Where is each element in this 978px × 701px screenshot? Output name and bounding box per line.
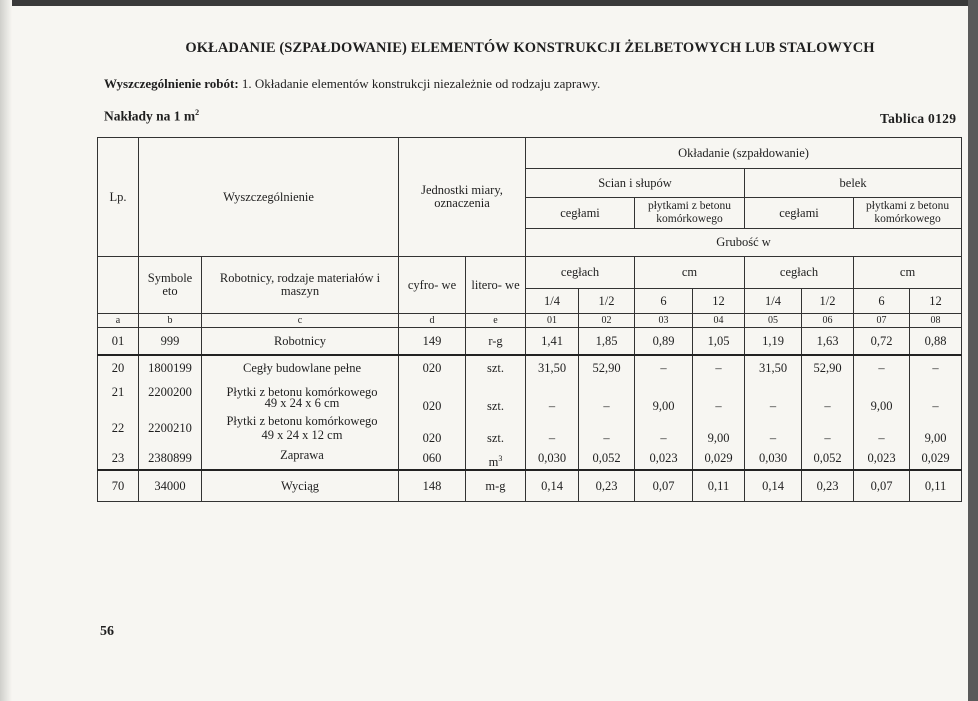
value-cell: –: [548, 399, 556, 413]
unit-exponent: 3: [498, 454, 503, 463]
row-name-dim: 49 x 24 x 12 cm: [261, 428, 343, 442]
header-robotnicy-rodzaje: Robotnicy, rodzaje materiałów i maszyn: [202, 257, 399, 314]
table-row: [98, 470, 962, 502]
header-ceglami-2: cegłami: [745, 198, 854, 229]
row-literowe: szt.: [486, 431, 504, 445]
materials-value-cell: [579, 355, 635, 470]
value-cell: 0,14: [526, 470, 579, 502]
row-literowe: szt.: [486, 399, 504, 413]
header-plytkami-2: płytkami z betonu komórkowego: [854, 198, 962, 229]
fraction-cell: 1/2: [802, 289, 854, 314]
materials-cyf-cell: [399, 355, 466, 470]
value-cell: 0,07: [635, 470, 693, 502]
value-cell: –: [715, 399, 722, 413]
value-cell: 0,052: [592, 451, 621, 465]
row-literowe: r-g: [466, 328, 526, 356]
row-lp: 70: [98, 470, 139, 502]
value-cell: –: [769, 399, 777, 413]
row-lp: 21: [111, 385, 125, 399]
row-lp: 23: [111, 451, 125, 465]
row-literowe: m-g: [466, 470, 526, 502]
col-label: 02: [579, 314, 635, 328]
row-cyfrowe: 020: [422, 431, 442, 445]
col-label: 07: [854, 314, 910, 328]
value-cell: 0,11: [910, 470, 962, 502]
value-cell: –: [660, 361, 667, 375]
value-cell: 9,00: [707, 431, 730, 445]
value-cell: 1,19: [745, 328, 802, 356]
row-cyfrowe: 060: [422, 451, 442, 465]
materials-value-cell: [635, 355, 693, 470]
value-cell: 31,50: [758, 361, 788, 375]
row-name-dim: 49 x 24 x 6 cm: [264, 396, 340, 410]
header-ceglach-1: cegłach: [526, 257, 635, 289]
value-cell: 0,023: [649, 451, 678, 465]
value-cell: –: [603, 399, 610, 413]
header-plytkami-1: płytkami z betonu komórkowego: [635, 198, 745, 229]
header-cm-1: cm: [635, 257, 745, 289]
materials-value-cell: [802, 355, 854, 470]
value-cell: 0,029: [921, 451, 950, 465]
row-name: Płytki z betonu komórkowego: [226, 385, 378, 399]
value-cell: 52,90: [813, 361, 842, 375]
value-cell: 0,030: [537, 451, 567, 465]
header-belek: belek: [745, 169, 962, 198]
value-cell: 0,88: [910, 328, 962, 356]
row-cyfrowe: 148: [399, 470, 466, 502]
value-cell: –: [932, 361, 939, 375]
row-symbol: 34000: [139, 470, 202, 502]
work-label: Wyszczególnienie robót:: [104, 76, 239, 91]
fraction-cell: 12: [693, 289, 745, 314]
row-symbol: 999: [139, 328, 202, 356]
row-cyfrowe: 149: [399, 328, 466, 356]
row-lp: 22: [111, 421, 125, 435]
value-cell: –: [715, 361, 722, 375]
row-name: Cegły budowlane pełne: [242, 361, 362, 375]
scan-edge-left: [0, 0, 12, 701]
col-label: 04: [693, 314, 745, 328]
materials-value-cell: [693, 355, 745, 470]
header-symbole: Symbole eto: [139, 257, 202, 314]
row-lp: 20: [111, 361, 125, 375]
col-label: 05: [745, 314, 802, 328]
header-scian: Scian i słupów: [526, 169, 745, 198]
value-cell: –: [548, 431, 556, 445]
header-ceglach-2: cegłach: [745, 257, 854, 289]
value-cell: –: [769, 431, 777, 445]
value-cell: 31,50: [537, 361, 567, 375]
materials-value-cell: [910, 355, 962, 470]
header-wyszczegolnienie: Wyszczególnienie: [139, 138, 399, 257]
value-cell: 0,029: [704, 451, 733, 465]
row-name: Robotnicy: [202, 328, 399, 356]
value-cell: 0,052: [813, 451, 842, 465]
materials-value-cell: [745, 355, 802, 470]
row-cyfrowe: 020: [422, 361, 442, 375]
value-cell: –: [932, 399, 939, 413]
value-cell: –: [603, 431, 610, 445]
value-cell: 9,00: [924, 431, 947, 445]
value-cell: –: [660, 431, 667, 445]
col-label: e: [466, 314, 526, 328]
row-lp: 01: [98, 328, 139, 356]
header-lp-blank: [98, 257, 139, 314]
col-label: c: [202, 314, 399, 328]
table-number: Tablica 0129: [880, 111, 957, 126]
scan-edge-top: [0, 0, 978, 6]
fraction-cell: 6: [635, 289, 693, 314]
scan-edge-right: [968, 0, 978, 701]
col-label: a: [98, 314, 139, 328]
value-cell: 0,11: [693, 470, 745, 502]
naklady-text: Nakłady na 1 m: [104, 108, 196, 124]
row-symbol: 2200200: [148, 385, 192, 399]
norms-table: [97, 137, 962, 502]
header-cm-2: cm: [854, 257, 962, 289]
table-row: [98, 328, 962, 356]
table-row-materials: [98, 355, 962, 470]
header-cyfrowe: cyfro- we: [399, 257, 466, 314]
header-ceglami-1: cegłami: [526, 198, 635, 229]
work-description: [104, 76, 600, 92]
fraction-cell: 1/4: [526, 289, 579, 314]
value-cell: 1,63: [802, 328, 854, 356]
value-cell: 0,72: [854, 328, 910, 356]
header-literowe: litero- we: [466, 257, 526, 314]
col-label: 03: [635, 314, 693, 328]
value-cell: –: [878, 361, 885, 375]
row-symbol: 2200210: [148, 421, 192, 435]
row-literowe-unit: [466, 448, 525, 469]
value-cell: –: [878, 431, 885, 445]
row-symbol: 2380899: [148, 451, 192, 465]
value-cell: 9,00: [870, 399, 893, 413]
row-symbol: 1800199: [148, 361, 192, 375]
header-lp: Lp.: [98, 138, 139, 257]
col-label: 06: [802, 314, 854, 328]
value-cell: 0,23: [579, 470, 635, 502]
value-cell: 0,030: [758, 451, 788, 465]
materials-name-cell: [202, 355, 399, 470]
row-name: Wyciąg: [202, 470, 399, 502]
materials-value-cell: [854, 355, 910, 470]
header-grubosc: Grubość w: [526, 229, 962, 257]
page-number: 56: [100, 624, 114, 639]
work-text: 1. Okładanie elementów konstrukcji niezależnie od rodzaju zaprawy.: [241, 76, 601, 91]
value-cell: 1,85: [579, 328, 635, 356]
col-label: 08: [910, 314, 962, 328]
header-jednostki: Jednostki miary, oznaczenia: [399, 138, 526, 257]
naklady-superscript: 2: [195, 108, 200, 117]
materials-value-cell: [526, 355, 579, 470]
fraction-cell: 1/4: [745, 289, 802, 314]
fraction-cell: 12: [910, 289, 962, 314]
value-cell: –: [824, 399, 831, 413]
col-label: 01: [526, 314, 579, 328]
col-label: b: [139, 314, 202, 328]
page-title: OKŁADANIE (SZPAŁDOWANIE) ELEMENTÓW KONSTRUKCJI ŻELBETOWYCH LUB STALOWYCH: [185, 40, 875, 56]
fraction-cell: 6: [854, 289, 910, 314]
row-literowe: szt.: [486, 361, 504, 375]
value-cell: 0,89: [635, 328, 693, 356]
value-cell: 0,14: [745, 470, 802, 502]
value-cell: 0,07: [854, 470, 910, 502]
value-cell: 52,90: [592, 361, 621, 375]
value-cell: 1,41: [526, 328, 579, 356]
value-cell: –: [824, 431, 831, 445]
naklady-heading: [104, 108, 199, 125]
col-label: d: [399, 314, 466, 328]
materials-lp-cell: [98, 355, 139, 470]
materials-lit-cell: [466, 355, 526, 470]
row-name: Płytki z betonu komórkowego: [226, 414, 378, 428]
value-cell: 1,05: [693, 328, 745, 356]
row-name: Zaprawa: [280, 448, 324, 462]
value-cell: 0,23: [802, 470, 854, 502]
value-cell: 9,00: [652, 399, 675, 413]
materials-sym-cell: [139, 355, 202, 470]
row-cyfrowe: 020: [422, 399, 442, 413]
fraction-cell: 1/2: [579, 289, 635, 314]
unit-m: m: [488, 455, 499, 470]
value-cell: 0,023: [867, 451, 896, 465]
header-okladanie: Okładanie (szpałdowanie): [526, 138, 962, 169]
